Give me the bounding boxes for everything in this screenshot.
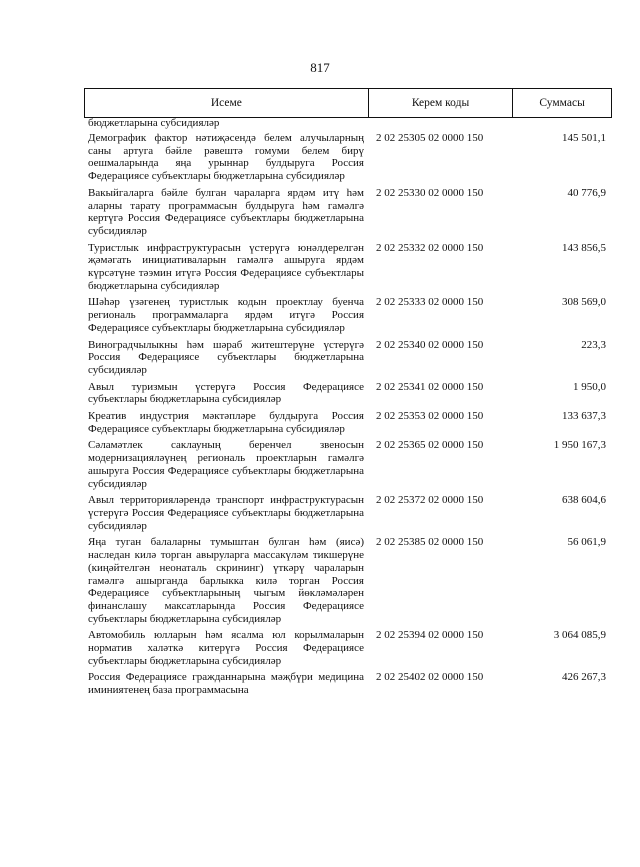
row-description: Россия Федерациясе гражданнарына мәҗбүри медицина иминиятенең база программасына <box>88 671 364 697</box>
row-amount: 133 637,3 <box>562 410 606 423</box>
table-row <box>88 410 612 435</box>
row-description: Автомобиль юлларын һәм ясалма юл корылмаларын норматив халәткә китерүгә Россия Федерациясе субъектлары бюджетларына субсидияләр <box>88 629 364 667</box>
table-body <box>88 132 612 701</box>
row-amount: 56 061,9 <box>567 536 606 549</box>
row-code: 2 02 25330 02 0000 150 <box>376 186 484 199</box>
table-header <box>84 88 612 118</box>
row-amount: 426 267,3 <box>562 671 606 684</box>
table-row <box>88 242 612 293</box>
table-row <box>88 671 612 696</box>
table-row <box>88 381 612 406</box>
row-amount: 143 856,5 <box>562 241 606 254</box>
row-code: 2 02 25394 02 0000 150 <box>376 629 484 642</box>
table-row <box>88 296 612 334</box>
table-row <box>88 339 612 377</box>
row-amount: 145 501,1 <box>562 132 606 144</box>
row-code: 2 02 25365 02 0000 150 <box>376 439 484 452</box>
row-description: Креатив индустрия мәктәпләре булдыруга Россия Федерациясе субъектлары бюджетларына субсидияләр <box>88 410 364 435</box>
table-row <box>88 536 612 625</box>
header-amount: Суммасы <box>513 89 612 118</box>
row-amount: 223,3 <box>581 338 606 351</box>
table-row <box>88 494 612 532</box>
row-description: Яңа туган балаларны тумыштан булган һәм (яисә) наследан килә торган авыруларга массакүләм тикшерүне (киңәйтелгән неонаталь скрининг) үткәрү чараларын гамәлгә ашырганда барлыкка килә торган Россия Федерациясе субъектларының чыгым йөкләмәләрен финанслашу максатларында Россия Федерациясе субъектлары бюджетларына субсидияләр <box>88 536 364 625</box>
continuation-text: бюджетларына субсидияләр <box>88 117 220 129</box>
row-description: Вакыйгаларга бәйле булган чараларга ярдәм итү һәм аларны тарату программасын булдыруга һәм гамәлгә кертүгә Россия Федерациясе субъектлары бюджетларына субсидияләр <box>88 186 364 237</box>
row-code: 2 02 25305 02 0000 150 <box>376 132 484 144</box>
header-code: Керем коды <box>368 89 512 118</box>
row-amount: 1 950 167,3 <box>553 439 606 452</box>
table-row <box>88 629 612 667</box>
table-row <box>88 187 612 238</box>
row-code: 2 02 25333 02 0000 150 <box>376 296 484 309</box>
row-code: 2 02 25385 02 0000 150 <box>376 536 484 549</box>
row-description: Авыл туризмын үстерүгә Россия Федерациясе субъектлары бюджетларына субсидияләр <box>88 380 364 406</box>
row-code: 2 02 25353 02 0000 150 <box>376 410 484 423</box>
row-description: Авыл территорияләрендә транспорт инфраструктурасын үстерүгә Россия Федерациясе субъектлары бюджетларына субсидияләр <box>88 494 364 532</box>
row-code: 2 02 25340 02 0000 150 <box>376 338 484 351</box>
row-code: 2 02 25341 02 0000 150 <box>376 380 484 393</box>
row-description: Туристлык инфраструктурасын үстерүгә юнәлдерелгән җәмәгать инициативаларын гамәлгә ашыруга ярдәм күрсәтүне тәэмин итүгә Россия Федерациясе субъектлары бюджетларына субсидияләр <box>88 241 364 292</box>
row-description: Сәламәтлек саклауның беренчел звеносын модернизацияләүнең региональ проектларын гамәлгә ашыруга Россия Федерациясе субъектлары бюджетларына субсидияләр <box>88 439 364 490</box>
row-description: Шәһәр үзәгенең туристлык кодын проектлау буенча региональ программаларга ярдәм итүгә Россия Федерациясе субъектлары бюджетларына субсидияләр <box>88 296 364 334</box>
row-code: 2 02 25372 02 0000 150 <box>376 494 484 507</box>
row-amount: 1 950,0 <box>573 380 606 393</box>
row-code: 2 02 25402 02 0000 150 <box>376 671 484 684</box>
header-name: Исеме <box>85 89 369 118</box>
row-amount: 638 604,6 <box>562 494 606 507</box>
page-number: 817 <box>310 60 330 75</box>
row-amount: 3 064 085,9 <box>553 629 606 642</box>
row-amount: 40 776,9 <box>567 186 606 199</box>
row-code: 2 02 25332 02 0000 150 <box>376 241 484 254</box>
row-description: Демографик фактор нәтиҗәсендә белем алучыларның саны артуга бәйле рәвештә гомуми белем бирү оешмаларында яңа урыннар булдыруга Россия Федерациясе субъектлары бюджетларына субсидияләр <box>88 132 364 183</box>
row-amount: 308 569,0 <box>562 296 606 309</box>
row-description: Виноградчылыкны һәм шәраб житештерүне үстерүгә Россия Федерациясе субъектлары бюджетларына субсидияләр <box>88 338 364 376</box>
table-row <box>88 132 612 183</box>
table-row <box>88 439 612 490</box>
